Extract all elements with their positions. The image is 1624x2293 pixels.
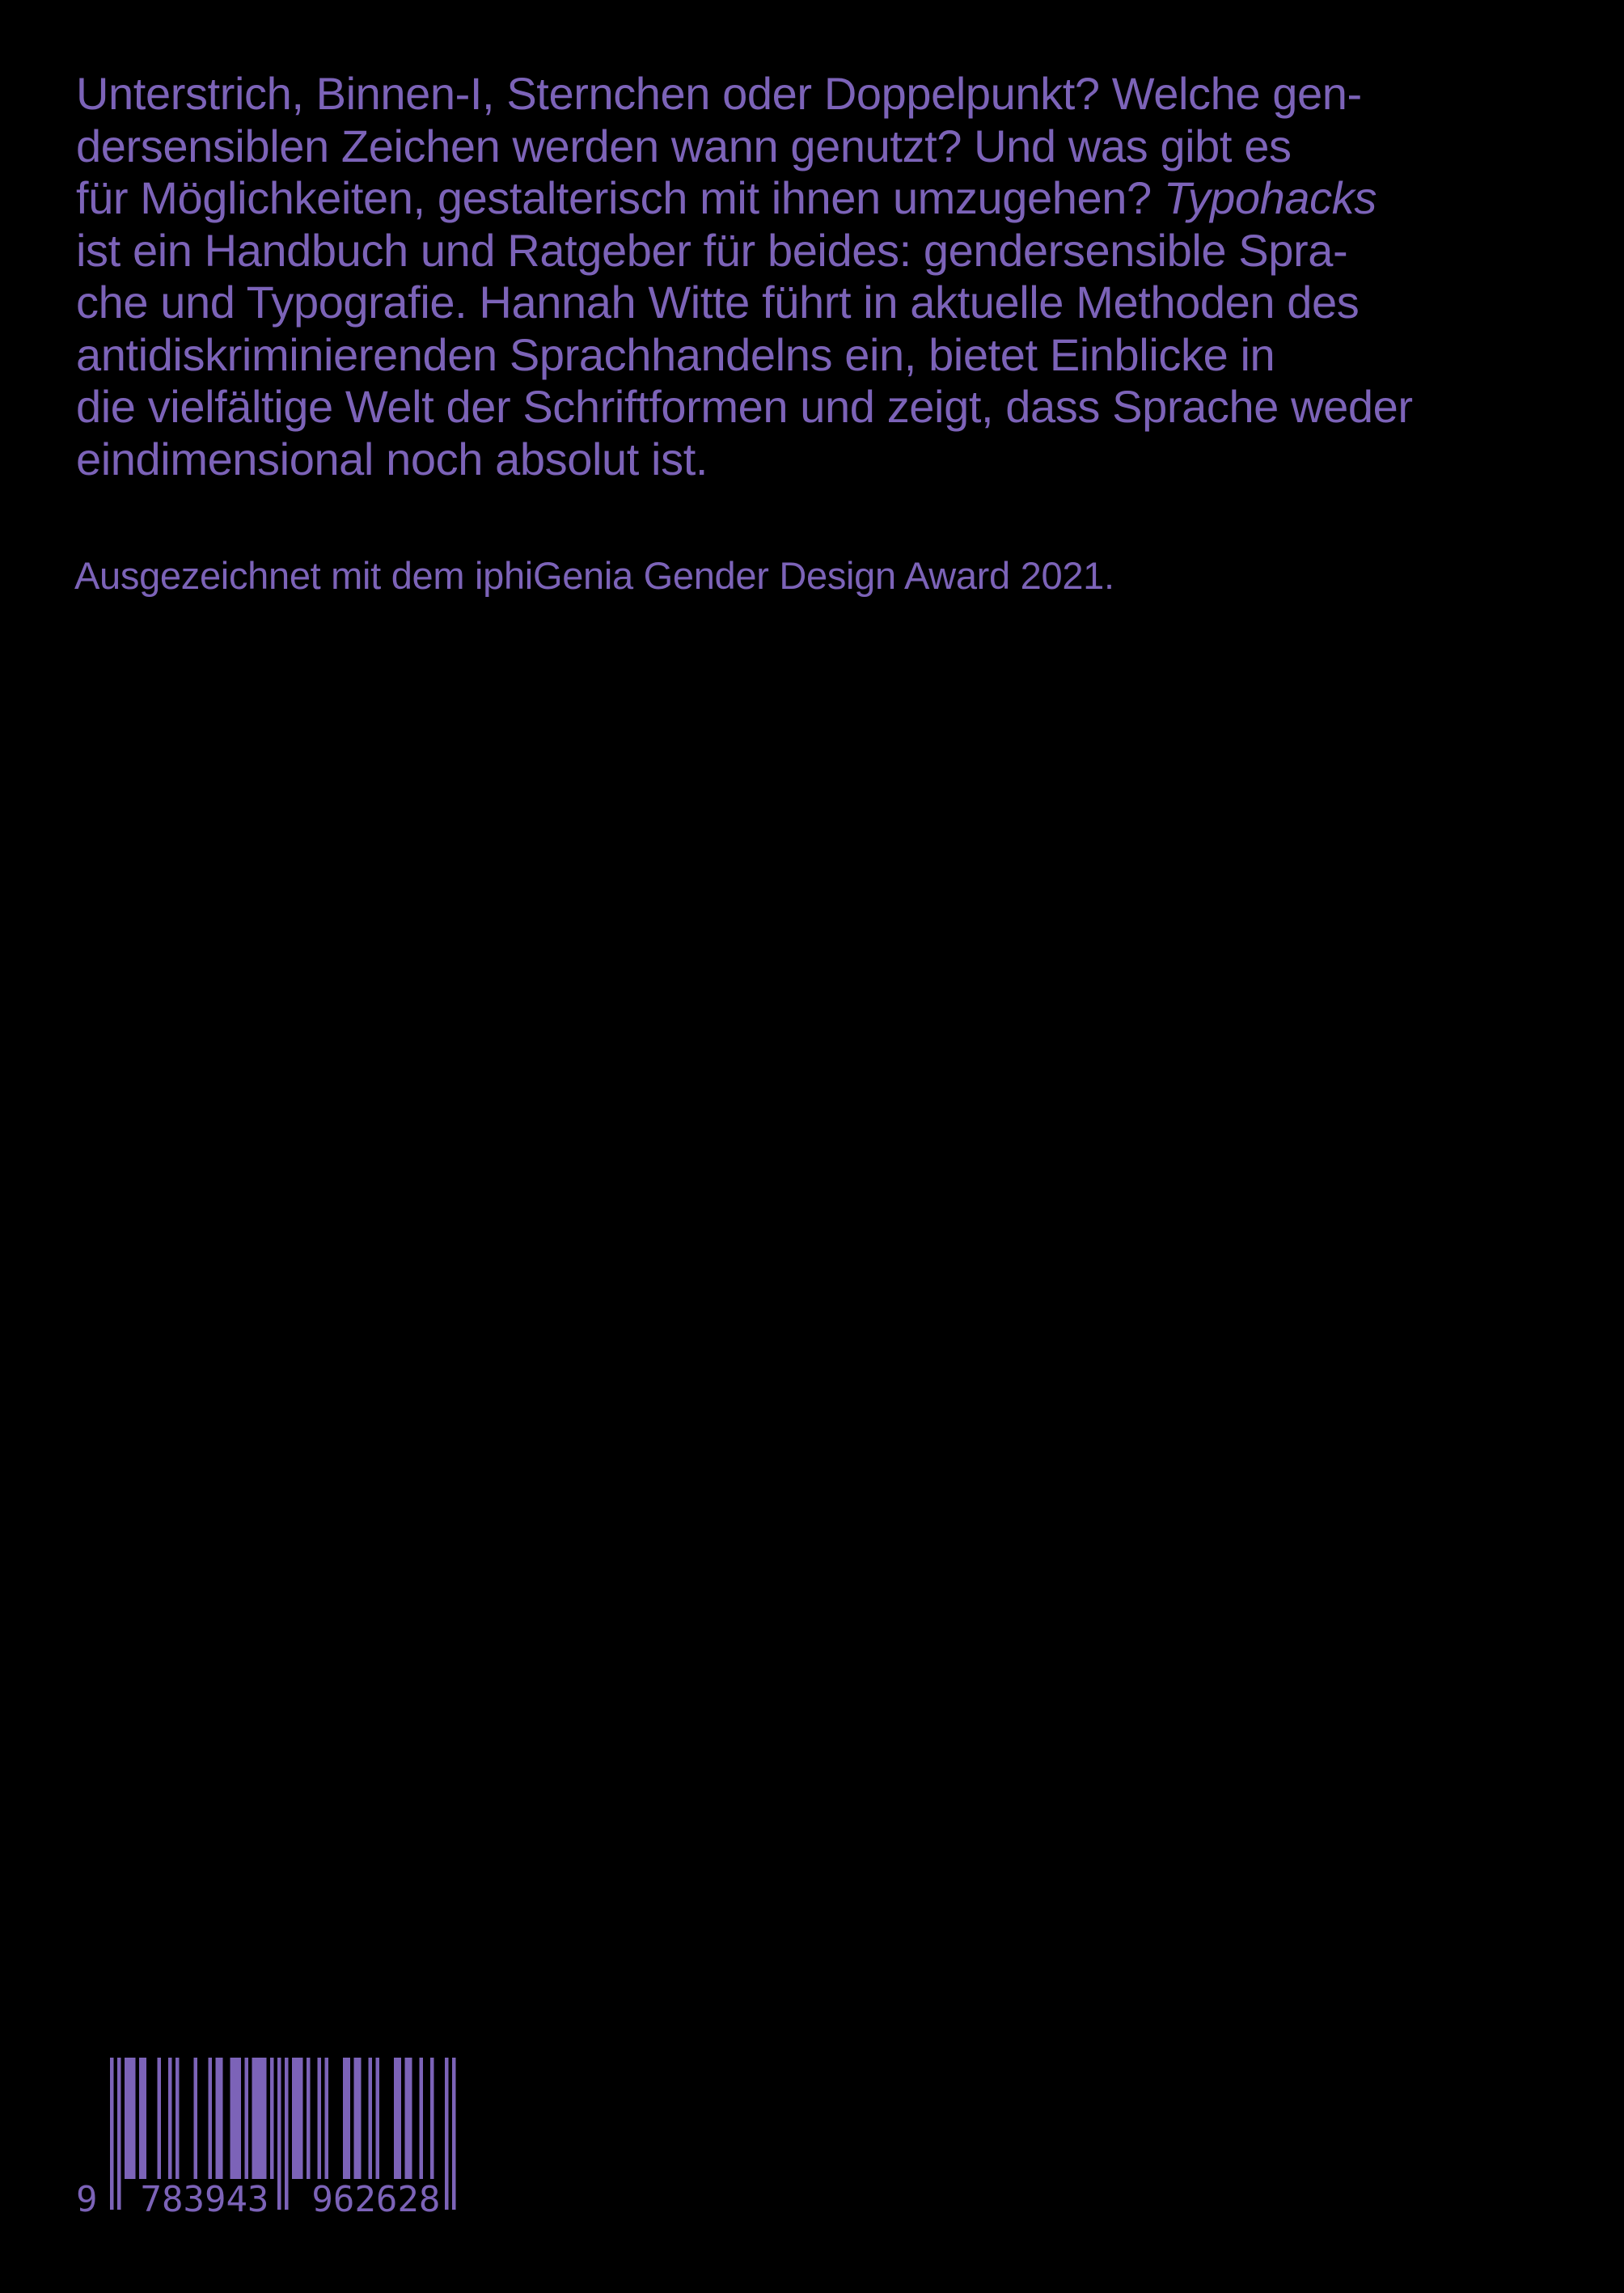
barcode-bar xyxy=(260,2058,264,2179)
barcode-bar xyxy=(256,2058,260,2179)
book-title: Typohacks xyxy=(1163,172,1377,223)
barcode-bar xyxy=(245,2058,249,2179)
barcode-bar xyxy=(292,2058,296,2179)
barcode-bar xyxy=(270,2058,274,2179)
barcode-bar xyxy=(299,2058,303,2179)
barcode-bar xyxy=(158,2058,162,2179)
barcode-bar xyxy=(357,2058,362,2179)
isbn-digits xyxy=(76,2176,440,2224)
barcode-bar xyxy=(420,2058,424,2179)
description-line: eindimensional noch absolut ist. xyxy=(76,433,708,484)
description-line: antidiskriminierenden Sprachhandelns ein, bietet Einblicke in xyxy=(76,328,1275,380)
barcode-bar xyxy=(405,2058,409,2179)
barcode-bar xyxy=(430,2058,434,2179)
barcode-bar xyxy=(347,2058,351,2179)
description-line: ist ein Handbuch und Ratgeber für beides: gendersensible Spra- xyxy=(76,224,1348,276)
description-text: für Möglichkeiten, gestalterisch mit ihnen umzugehen? xyxy=(76,172,1152,223)
isbn-digit-group: 783943 xyxy=(140,2179,269,2220)
barcode-bar xyxy=(125,2058,129,2179)
barcode-bar xyxy=(252,2058,256,2179)
barcode-bar xyxy=(398,2058,402,2179)
barcode-bar xyxy=(194,2058,198,2179)
barcode-bar xyxy=(129,2058,133,2179)
barcode-bar xyxy=(168,2058,172,2179)
barcode-bar xyxy=(263,2058,267,2179)
description-line xyxy=(76,172,1580,225)
barcode-bar xyxy=(343,2058,347,2179)
barcode-bar xyxy=(216,2058,220,2179)
barcode-bar xyxy=(139,2058,143,2179)
isbn-digit-group: 9 xyxy=(76,2179,98,2220)
barcode-bar xyxy=(354,2058,358,2179)
description-line: che und Typografie. Hannah Witte führt in aktuelle Methoden des xyxy=(76,277,1360,328)
book-description xyxy=(76,68,1580,485)
barcode-bar xyxy=(132,2058,136,2179)
isbn-digit-group: 962628 xyxy=(311,2179,441,2220)
barcode-bar xyxy=(318,2058,322,2179)
barcode-bar xyxy=(452,2058,456,2210)
barcode-bar xyxy=(376,2058,380,2179)
description-line: dersensiblen Zeichen werden wann genutzt? Und was gibt es xyxy=(76,120,1292,171)
barcode-bar xyxy=(325,2058,329,2179)
barcode-bar xyxy=(445,2058,449,2210)
barcode-bar xyxy=(209,2058,213,2179)
barcode-bar xyxy=(143,2058,147,2179)
barcode-bar xyxy=(307,2058,311,2179)
barcode-bar xyxy=(296,2058,300,2179)
description-line: Unterstrich, Binnen-I, Sternchen oder Doppelpunkt? Welche gen- xyxy=(76,68,1362,119)
barcode-bar xyxy=(369,2058,373,2179)
award-note: Ausgezeichnet mit dem iphiGenia Gender Design Award 2021. xyxy=(74,554,1114,597)
barcode-bar xyxy=(408,2058,412,2179)
barcode-bar xyxy=(230,2058,235,2179)
barcode-bar xyxy=(234,2058,238,2179)
barcode-bar xyxy=(238,2058,242,2179)
barcode-bar xyxy=(394,2058,398,2179)
description-line: die vielfältige Welt der Schriftformen und zeigt, dass Sprache weder xyxy=(76,381,1413,432)
barcode-bar xyxy=(176,2058,180,2179)
barcode-bar xyxy=(219,2058,223,2179)
